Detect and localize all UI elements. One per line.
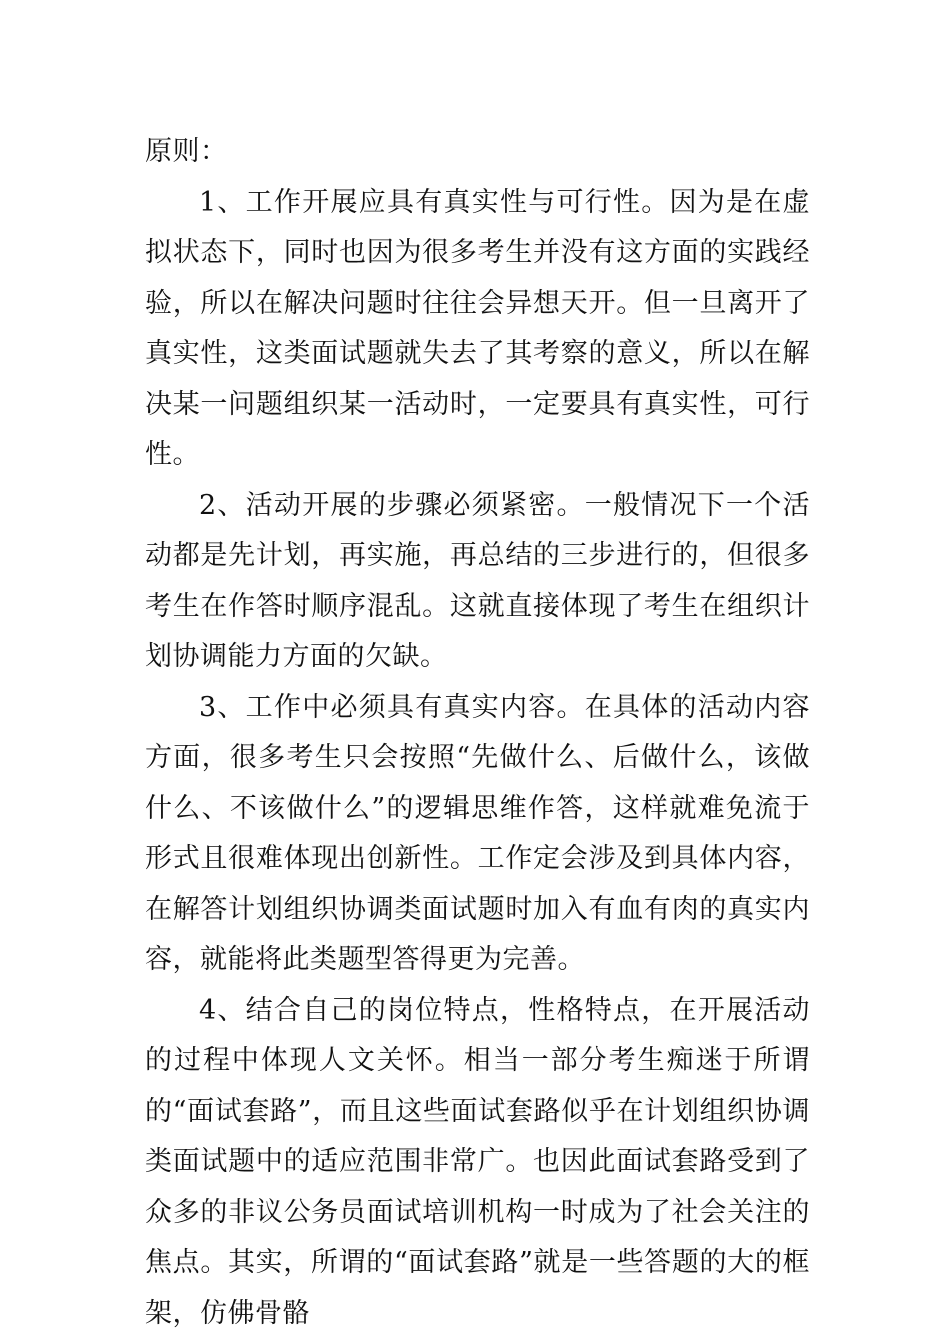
section-heading: 原则： bbox=[145, 136, 228, 167]
paragraph-principle-2: 2、活动开展的步骤必须紧密。一般情况下一个活动都是先计划，再实施，再总结的三步进行的，但很多考生在作答时顺序混乱。这就直接体现了考生在组织计划协调能力方面的欠缺。 bbox=[145, 489, 810, 672]
paragraph-principle-4: 4、结合自己的岗位特点，性格特点，在开展活动的过程中体现人文关怀。相当一部分考生痴迷于所谓的“面试套路”，而且这些面试套路似乎在计划组织协调类面试题中的适应范围非常广。也因此面试套路受到了众多的非议公务员面试培训机构一时成为了社会关注的焦点。其实，所谓的“面试套路”就是一些答题的大的框架，仿佛骨骼 bbox=[145, 994, 810, 1329]
paragraph-principle-3: 3、工作中必须具有真实内容。在具体的活动内容方面，很多考生只会按照“先做什么、后做什么，该做什么、不该做什么”的逻辑思维作答，这样就难免流于形式且很难体现出创新性。工作定会涉及到具体内容，在解答计划组织协调类面试题时加入有血有肉的真实内容，就能将此类题型答得更为完善。 bbox=[145, 691, 810, 975]
document-body bbox=[145, 127, 810, 1339]
paragraph-principle-1: 1、工作开展应具有真实性与可行性。因为是在虚拟状态下，同时也因为很多考生并没有这方面的实践经验，所以在解决问题时往往会异想天开。但一旦离开了真实性，这类面试题就失去了其考察的意义，所以在解决某一问题组织某一活动时，一定要具有真实性，可行性。 bbox=[145, 186, 810, 470]
